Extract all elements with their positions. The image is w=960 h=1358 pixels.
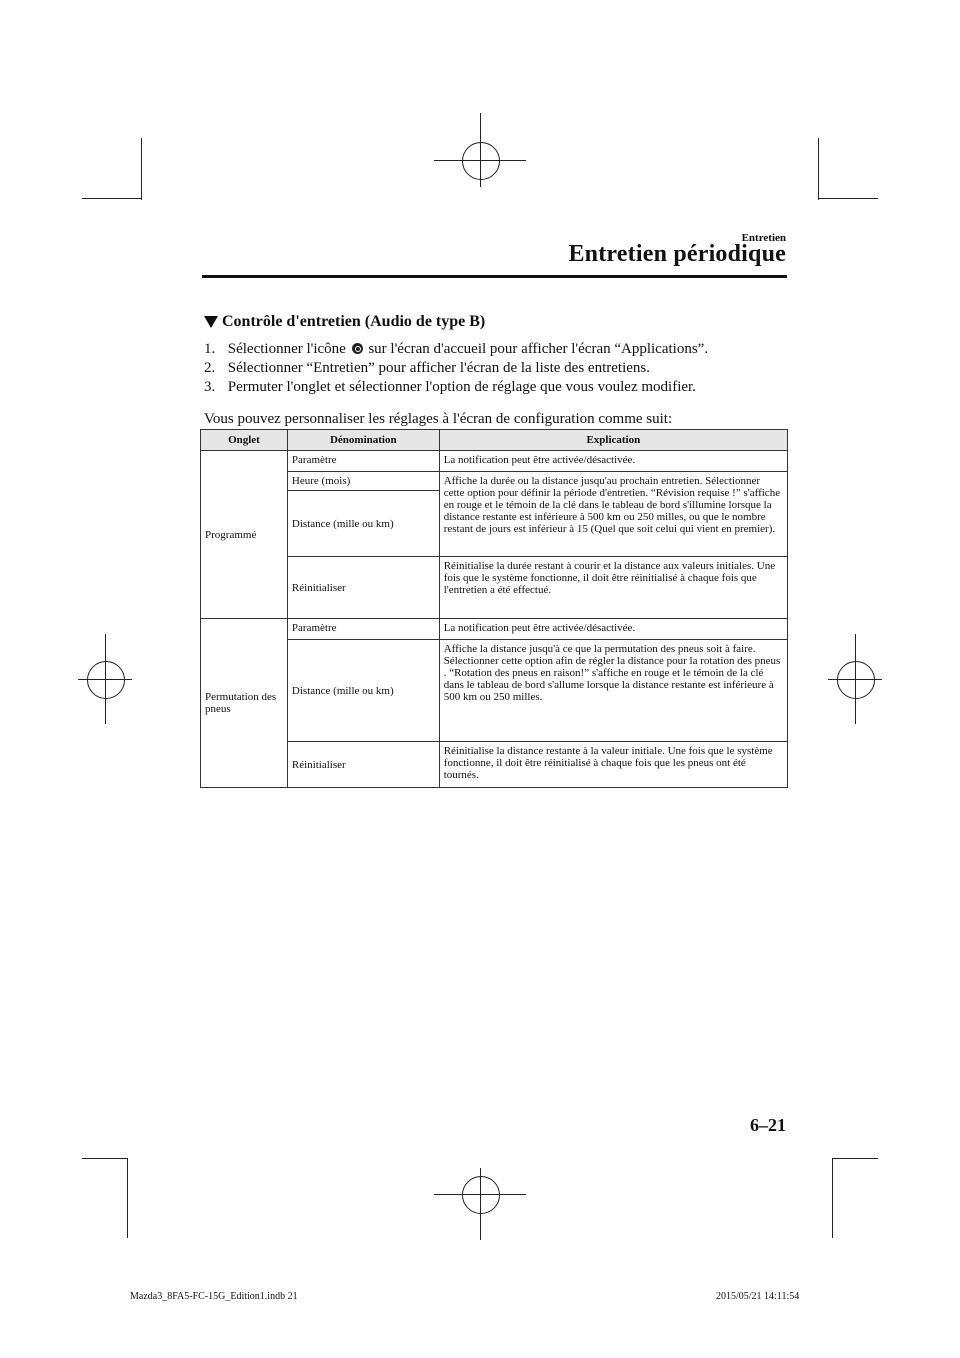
explanation-cell: Réinitialise la durée restant à courir et la distance aux valeurs initiales. Une fois que le système fonctionne, il doit être réinitialisé à chaque fois que l'entretien a été effectué. <box>439 557 787 619</box>
explanation-cell: Affiche la distance jusqu'à ce que la permutation des pneus soit à faire. Sélectionner cette option afin de régler la distance pour la rotation des pneus . “Rotation des pneus en raison!” s'affiche en rouge et le témoin de la clé dans le tableau de bord s'allume lorsque la distance restante est inférieure à 500 km ou 250 milles. <box>439 640 787 742</box>
step-text: Permuter l'onglet et sélectionner l'option de réglage que vous voulez modifier. <box>227 379 696 395</box>
step-text: Sélectionner l'icône <box>227 341 346 357</box>
table-row <box>201 472 788 491</box>
column-header-onglet: Onglet <box>201 430 288 451</box>
tab-cell: Programmé <box>201 451 288 619</box>
page-title: Entretien périodique <box>568 241 786 267</box>
footer-datetime: 2015/05/21 14:11:54 <box>716 1291 800 1302</box>
subheading <box>204 313 485 331</box>
name-cell: Distance (mille ou km) <box>287 491 439 557</box>
step-number: 1. <box>204 341 216 357</box>
section-label: Entretien <box>741 232 786 244</box>
step-text: sur l'écran d'accueil pour afficher l'écran “Applications”. <box>368 341 709 357</box>
table-header-row <box>201 430 788 451</box>
name-cell: Réinitialiser <box>287 557 439 619</box>
table-row <box>201 557 788 619</box>
applications-icon <box>352 343 363 354</box>
step-1 <box>204 341 708 358</box>
step-number: 2. <box>204 360 216 376</box>
name-cell: Paramètre <box>287 619 439 640</box>
name-cell: Réinitialiser <box>287 742 439 788</box>
table-row <box>201 451 788 472</box>
explanation-cell: La notification peut être activée/désactivée. <box>439 619 787 640</box>
step-number: 3. <box>204 379 216 395</box>
name-cell: Paramètre <box>287 451 439 472</box>
settings-table <box>200 429 788 788</box>
explanation-cell: La notification peut être activée/désactivée. <box>439 451 787 472</box>
triangle-down-icon <box>204 316 218 328</box>
column-header-denomination: Dénomination <box>287 430 439 451</box>
table-row <box>201 619 788 640</box>
page-number: 6–21 <box>750 1115 786 1135</box>
explanation-cell: Réinitialise la distance restante à la valeur initiale. Une fois que le système fonctionne, il doit être réinitialisé à chaque fois que les pneus ont été tournés. <box>439 742 787 788</box>
intro-text: Vous pouvez personnaliser les réglages à l'écran de configuration comme suit: <box>204 411 673 427</box>
step-text: Sélectionner “Entretien” pour afficher l'écran de la liste des entretiens. <box>227 360 650 376</box>
table-row <box>201 640 788 742</box>
subheading-text: Contrôle d'entretien (Audio de type B) <box>222 313 486 330</box>
tab-cell: Permutation des pneus <box>201 619 288 788</box>
step-3 <box>204 379 696 396</box>
table-row <box>201 742 788 788</box>
step-2 <box>204 360 650 377</box>
explanation-cell: Affiche la durée ou la distance jusqu'au prochain entretien. Sélectionner cette option pour définir la période d'entretien. “Révision requise !” s'affiche en rouge et le témoin de la clé dans le tableau de bord s'illumine lorsque la distance restante est inférieure à 500 km ou 250 milles, ou que le nombre restant de jours est inférieur à 15 (Quel que soit celui qui vient en premier). <box>439 472 787 557</box>
name-cell: Heure (mois) <box>287 472 439 491</box>
name-cell: Distance (mille ou km) <box>287 640 439 742</box>
title-rule <box>202 275 787 278</box>
column-header-explication: Explication <box>439 430 787 451</box>
footer-filename: Mazda3_8FA5-FC-15G_Edition1.indb 21 <box>130 1291 298 1302</box>
